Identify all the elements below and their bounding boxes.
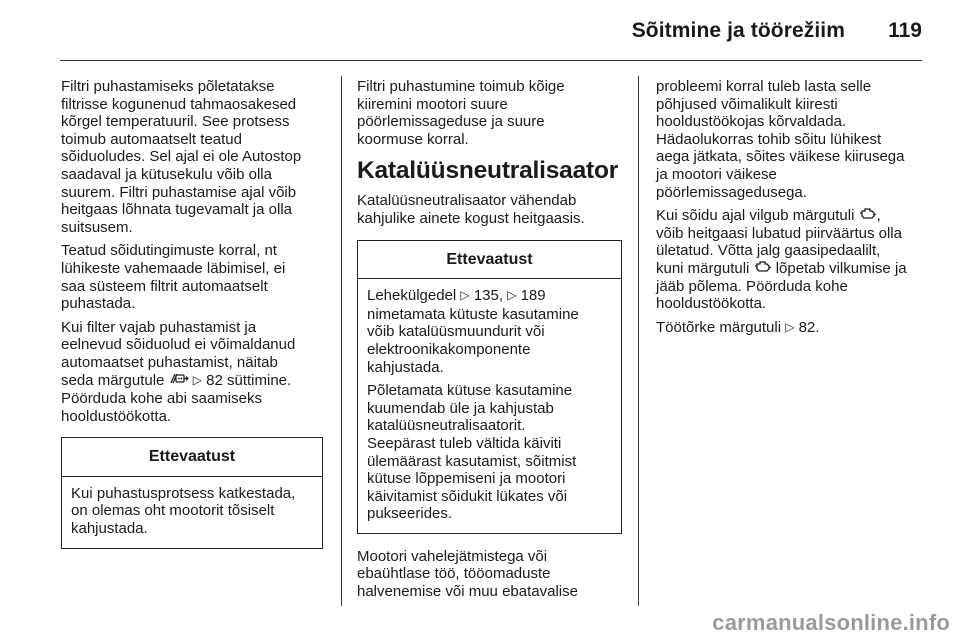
column-1 — [61, 78, 323, 563]
text-segment: Töötõrke märgutuli — [656, 318, 786, 336]
column-divider-2 — [638, 76, 639, 606]
diesel-particle-filter-icon — [169, 372, 189, 390]
warning-body — [62, 477, 322, 548]
text-segment: 82. — [794, 318, 820, 336]
text-segment: lõpetab vilkumise ja jääb põlema. Pöörduda kohe hooldustöökotta. — [656, 259, 907, 313]
paragraph-catalyst-intro: Katalüüsneutralisaator vähendab kahjulike ainete kogust heitgaasis. — [357, 192, 585, 227]
paragraph-filter-fastest: Filtri puhastumine toimub kõige kiiremini mootori suure pöörlemissageduse ja suure koormuse korral. — [357, 78, 565, 148]
engine-check-icon — [859, 207, 877, 225]
paragraph-misfire: Mootori vahelejätmistega või ebaühtlase töö, tööomaduste halvenemise või muu ebatavalise — [357, 547, 578, 601]
header-rule — [60, 60, 922, 61]
paragraph-problem-service: probleemi korral tuleb lasta selle põhjused võimalikult kiiresti hooldustöökojas kõrvaldada. Hädaolukorras tohib sõitu lühikest aega jätkata, sõites väikese kiirusega ja mootori väikese pöörlemissagedusega. — [656, 78, 905, 201]
reference-triangle-icon[interactable]: ▷ — [507, 288, 517, 303]
text-segment: Lehekülgedel — [367, 287, 461, 305]
warning-body — [358, 279, 621, 533]
page-number: 119 — [888, 19, 922, 42]
watermark: carmanualsonline.info — [712, 610, 950, 635]
warning-text-unburnt: Põletamata kütuse kasutamine kuumendab üle ja kahjustab katalüüsneutralisaatorit. Seepärast tuleb vältida käiviti ülemäärast kasutamist, sõitmist kütuse lõppemiseni ja mootori käivitamist sõidukit lükates või pukseerides. — [367, 382, 577, 523]
paragraph-filter-cleaning: Filtri puhastamiseks põletatakse filtrisse kogunenud tahmaosakesed kõrgel temperatuuril. See protsess toimub automaatselt teatud sõiduoludes. Sel ajal ei ole Autostop saadaval ja kütusekulu võib olla suurem. Filtri puhastamise ajal võib heitgaas lõhnata tugevamalt ja olla suitsusem. — [61, 78, 302, 236]
text-segment: 189 nimetamata kütuste kasutamine võib katalüüsmuundurit või elektroonikakomponente kahjustada. — [367, 287, 579, 376]
warning-box — [61, 437, 323, 548]
warning-title: Ettevaatust — [358, 241, 621, 280]
paragraph-malfunction-light — [656, 319, 924, 338]
text-segment: Kui filter vajab puhastamist ja eelnevud sõiduolud ei võimaldanud automaatset puhastamist, näitab seda märgutule — [61, 318, 296, 389]
column-2 — [357, 78, 622, 607]
warning-text: Kui puhastusprotsess katkestada, on olemas oht mootorit tõsiselt kahjustada. — [71, 484, 296, 538]
column-3 — [656, 78, 924, 343]
warning-text-fuel — [367, 287, 612, 376]
section-heading: Katalüüsneutralisaator — [357, 157, 619, 185]
paragraph-warning-light — [61, 319, 323, 426]
reference-triangle-icon[interactable]: ▷ — [785, 319, 795, 334]
paragraph-driving-conditions: Teatud sõidutingimuste korral, nt lühikeste vahemaade läbimisel, ei saa süsteem filtrit automaatselt puhastada. — [61, 242, 286, 313]
text-segment: 135, — [469, 287, 508, 305]
paragraph-flashing-light — [656, 207, 924, 313]
reference-triangle-icon[interactable]: ▷ — [192, 372, 202, 387]
engine-check-icon — [754, 260, 772, 278]
text-segment: Kui sõidu ajal vilgub märgutuli — [656, 207, 859, 225]
reference-triangle-icon[interactable]: ▷ — [460, 288, 470, 303]
page-header — [0, 0, 960, 60]
warning-title: Ettevaatust — [62, 438, 322, 477]
warning-box — [357, 240, 622, 534]
header-title: Sõitmine ja töörežiim — [631, 19, 845, 42]
text-segment: , võib heitgaasi lubatud piirväärtus olla ületatud. Võtta jalg gaasipedaalilt, kuni märgutuli — [656, 207, 902, 277]
text-segment: 82 süttimine. Pöörduda kohe abi saamiseks hooldustöökotta. — [61, 371, 292, 425]
column-divider-1 — [341, 76, 342, 606]
